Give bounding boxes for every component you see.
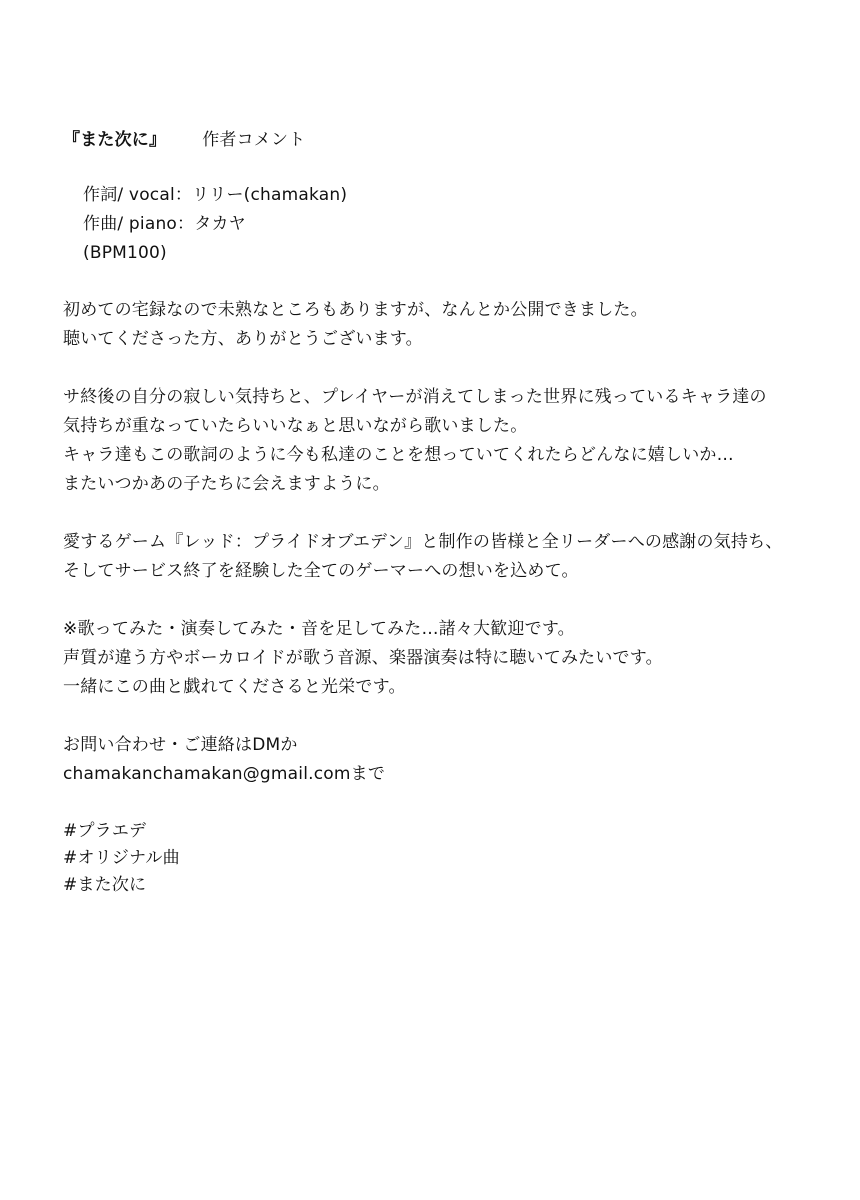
paragraph-line: 聴いてくださった方、ありがとうございます。	[63, 329, 423, 349]
credit-bpm: (BPM100)	[83, 243, 167, 263]
paragraph-contact	[63, 731, 823, 789]
document-body	[63, 126, 823, 899]
song-title: 『また次に』	[63, 130, 167, 150]
paragraph-line: 一緒にこの曲と戯れてくださると光栄です。	[63, 677, 406, 697]
paragraph-line: そしてサービス終了を経験した全てのゲーマーへの想いを込めて。	[63, 561, 579, 581]
paragraph-line: 初めての宅録なので未熟なところもありますが、なんとか公開できました。	[63, 300, 648, 320]
paragraph-line: またいつかあの子たちに会えますように。	[63, 474, 390, 494]
hashtag-list	[63, 818, 823, 899]
hashtag: #オリジナル曲	[63, 848, 180, 868]
credits-block	[63, 181, 823, 268]
paragraph-line: 声質が違う方やボーカロイドが歌う音源、楽器演奏は特に聴いてみたいです。	[63, 648, 663, 668]
paragraph-thanks	[63, 296, 823, 354]
paragraph-line: 気持ちが重なっていたらいいなぁと思いながら歌いました。	[63, 416, 528, 436]
paragraph-feelings	[63, 383, 823, 499]
hashtag: #また次に	[63, 875, 147, 895]
credit-composition-piano: 作曲/ piano：タカヤ	[83, 214, 246, 234]
comment-heading: 作者コメント	[202, 130, 306, 150]
hashtag: #プラエデ	[63, 821, 147, 841]
contact-email: chamakanchamakan@gmail.comまで	[63, 764, 386, 784]
paragraph-dedication	[63, 528, 823, 586]
paragraph-line: ※歌ってみた・演奏してみた・音を足してみた…諸々大歓迎です。	[63, 619, 575, 639]
paragraph-line: 愛するゲーム『レッド：プライドオブエデン』と制作の皆様と全リーダーへの感謝の気持ち、	[63, 532, 783, 552]
title-row	[63, 126, 823, 155]
paragraph-covers-welcome	[63, 615, 823, 702]
paragraph-line: キャラ達もこの歌詞のように今も私達のことを想っていてくれたらどんなに嬉しいか…	[63, 445, 734, 465]
paragraph-line: サ終後の自分の寂しい気持ちと、プレイヤーが消えてしまった世界に残っているキャラ達の	[63, 387, 767, 407]
credit-lyrics-vocal: 作詞/ vocal：リリー(chamakan)	[83, 185, 348, 205]
contact-line: お問い合わせ・ご連絡はDMか	[63, 735, 298, 755]
